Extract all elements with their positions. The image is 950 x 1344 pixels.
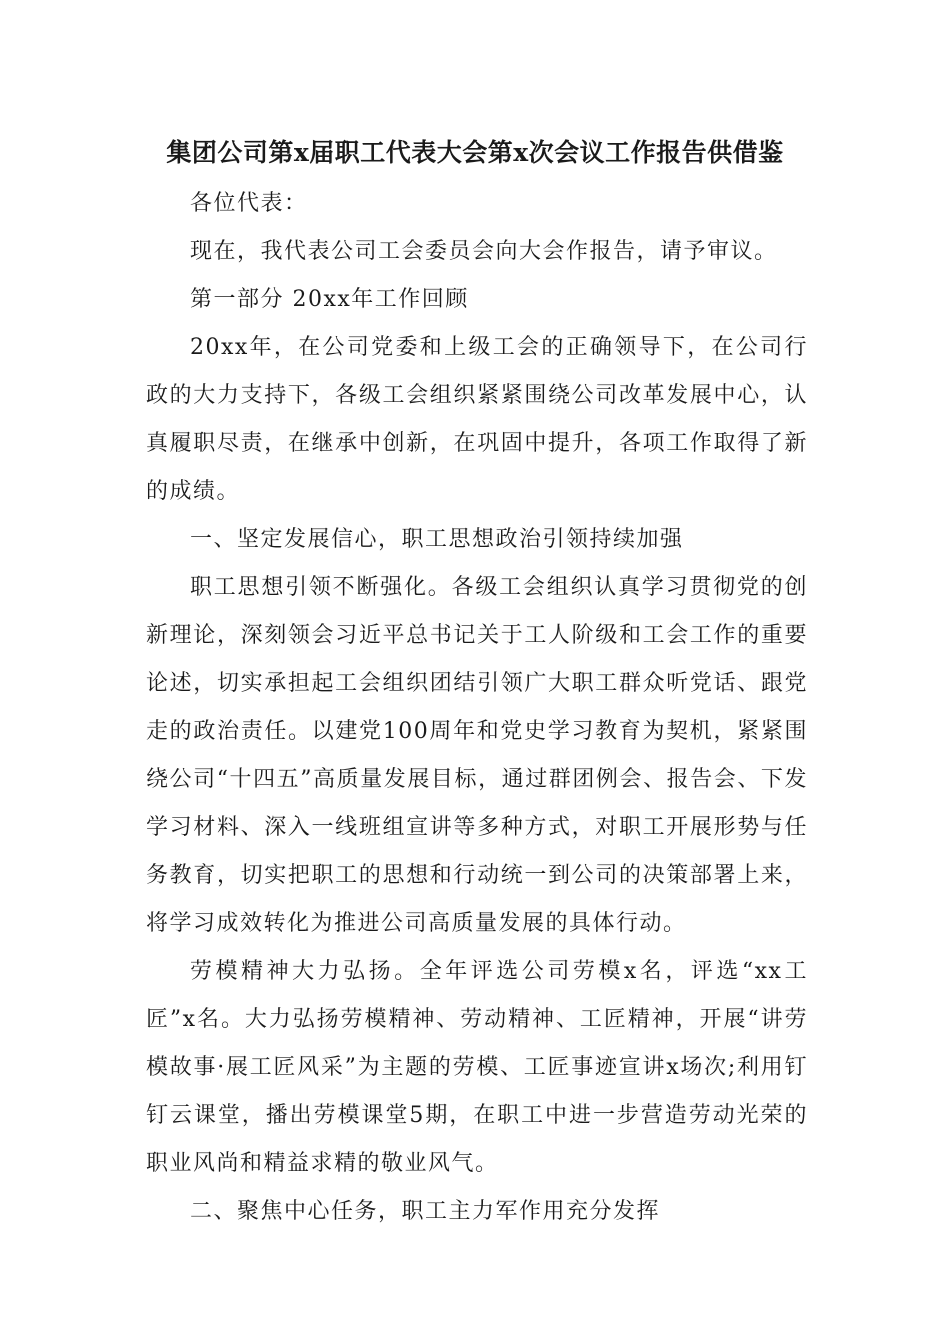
body-paragraph: 20xx年，在公司党委和上级工会的正确领导下，在公司行政的大力支持下，各级工会组织紧紧围绕公司改革发展中心，认真履职尽责，在继承中创新，在巩固中提升，各项工作取得了新的成绩。 — [146, 335, 808, 504]
section-heading: 第一部分 20xx年工作回顾 — [190, 287, 469, 312]
salutation: 各位代表： — [190, 191, 308, 216]
intro-paragraph: 现在，我代表公司工会委员会向大会作报告，请予审议。 — [190, 239, 778, 264]
body-paragraph: 职工思想引领不断强化。各级工会组织认真学习贯彻党的创新理论，深刻领会习近平总书记关于工人阶级和工会工作的重要论述，切实承担起工会组织团结引领广大职工群众听党话、跟党走的政治责任。以建党100周年和党史学习教育为契机，紧紧围绕公司“十四五”高质量发展目标，通过群团例会、报告会、下发学习材料、深入一线班组宣讲等多种方式，对职工开展形势与任务教育，切实把职工的思想和行动统一到公司的决策部署上来，将学习成效转化为推进公司高质量发展的具体行动。 — [146, 575, 808, 936]
subsection-heading: 二、聚焦中心任务，职工主力军作用充分发挥 — [190, 1199, 661, 1224]
document-title: 集团公司第x届职工代表大会第x次会议工作报告供借鉴 — [166, 138, 784, 167]
document-body — [146, 180, 808, 1236]
subsection-heading: 一、坚定发展信心，职工思想政治引领持续加强 — [190, 527, 684, 552]
body-paragraph: 劳模精神大力弘扬。全年评选公司劳模x名，评选“xx工匠”x名。大力弘扬劳模精神、劳动精神、工匠精神，开展“讲劳模故事·展工匠风采”为主题的劳模、工匠事迹宣讲x场次;利用钉钉云课堂，播出劳模课堂5期，在职工中进一步营造劳动光荣的职业风尚和精益求精的敬业风气。 — [146, 959, 808, 1176]
